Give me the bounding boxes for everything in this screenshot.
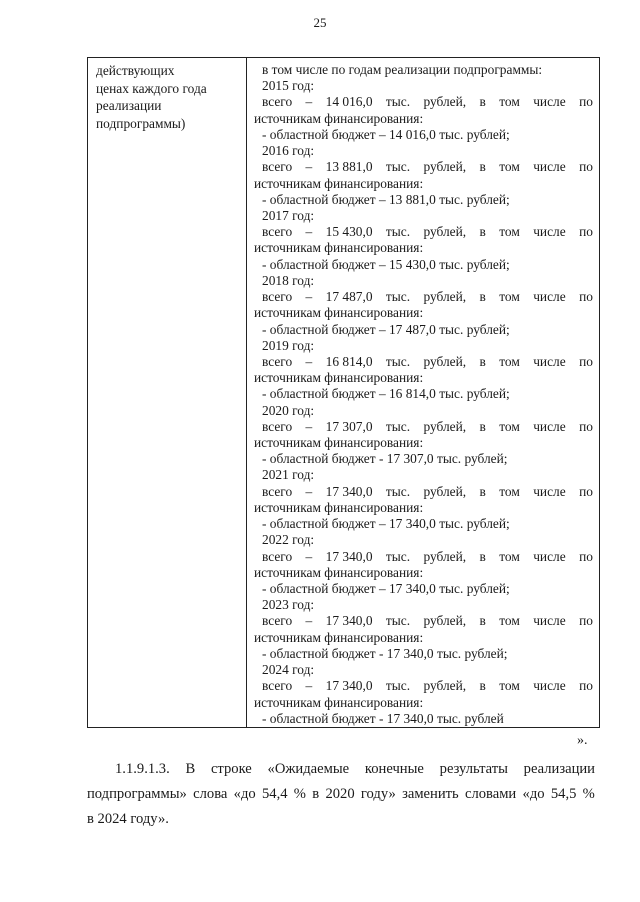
year-heading: 2024 год:: [262, 662, 315, 678]
year-heading: 2019 год:: [262, 337, 315, 353]
total-word: тыс.: [385, 159, 411, 175]
total-word: рублей,: [423, 353, 467, 369]
total-word: тыс.: [385, 353, 411, 369]
total-word: рублей,: [423, 613, 467, 629]
year-total-line: [254, 224, 593, 240]
total-word: –: [305, 548, 313, 564]
paragraph-word: подпрограммы»: [87, 786, 187, 802]
total-word: всего: [262, 483, 293, 499]
total-word: в: [479, 159, 486, 175]
label-line: реализации: [96, 98, 162, 114]
total-word: –: [305, 613, 313, 629]
total-word: в: [479, 224, 486, 240]
year-total-line: [254, 354, 593, 370]
total-word: 13 881,0: [325, 159, 373, 175]
regional-budget-line: - областной бюджет - 17 340,0 тыс. рублей;: [262, 645, 508, 661]
funding-sources-label: источникам финансирования:: [254, 564, 424, 580]
total-word: 15 430,0: [325, 224, 373, 240]
paragraph-word: 2020: [325, 786, 355, 802]
total-word: 17 340,0: [325, 613, 373, 629]
total-word: рублей,: [423, 224, 467, 240]
total-word: 16 814,0: [325, 353, 373, 369]
total-word: 17 340,0: [325, 483, 373, 499]
total-word: рублей,: [423, 94, 467, 110]
label-line: действующих: [96, 63, 175, 78]
year-heading: 2023 год:: [262, 597, 315, 613]
financing-intro: в том числе по годам реализации подпрограммы:: [262, 62, 543, 77]
year-total-line: [254, 289, 593, 305]
financing-table: [87, 57, 600, 728]
total-word: –: [305, 353, 313, 369]
total-word: всего: [262, 94, 293, 110]
funding-sources-label: источникам финансирования:: [254, 370, 424, 386]
paragraph-word: реализации: [523, 761, 595, 777]
total-word: том: [499, 224, 520, 240]
total-word: по: [579, 94, 593, 110]
year-heading: 2020 год:: [262, 402, 315, 418]
total-word: всего: [262, 613, 293, 629]
total-word: –: [305, 678, 313, 694]
total-word: тыс.: [385, 94, 411, 110]
paragraph-word: конечные: [364, 761, 424, 777]
total-word: –: [305, 418, 313, 434]
paragraph-word: 54,5: [550, 786, 577, 802]
total-word: в: [479, 678, 486, 694]
paragraph-word: В: [185, 761, 196, 777]
total-word: по: [579, 548, 593, 564]
regional-budget-line: - областной бюджет – 16 814,0 тыс. рублей;: [262, 386, 510, 402]
year-total-line: [254, 159, 593, 175]
paragraph-word: 1.1.9.1.3.: [115, 761, 170, 777]
paragraph-word: «до: [233, 786, 256, 802]
total-word: том: [499, 613, 520, 629]
regional-budget-line: - областной бюджет – 13 881,0 тыс. рублей;: [262, 191, 510, 207]
paragraph-word: строке: [210, 761, 252, 777]
paragraph-word: %: [293, 786, 306, 802]
total-word: всего: [262, 289, 293, 305]
funding-sources-label: источникам финансирования:: [254, 629, 424, 645]
total-word: том: [499, 94, 520, 110]
total-word: числе: [533, 159, 566, 175]
total-word: по: [579, 678, 593, 694]
total-word: тыс.: [385, 678, 411, 694]
label-line: ценах каждого года: [96, 80, 207, 96]
year-heading: 2017 год:: [262, 207, 315, 223]
regional-budget-line: - областной бюджет – 17 340,0 тыс. рублей;: [262, 516, 510, 532]
label-line: подпрограммы): [96, 115, 186, 131]
total-word: числе: [533, 289, 566, 305]
regional-budget-line: - областной бюджет - 17 340,0 тыс. рублей: [262, 710, 504, 726]
total-word: –: [305, 94, 313, 110]
table-cell-financing: [247, 58, 600, 728]
year-total-line: [254, 613, 593, 629]
total-word: в: [479, 548, 486, 564]
total-word: тыс.: [385, 224, 411, 240]
paragraph-line-3: в 2024 году».: [87, 811, 169, 827]
year-total-line: [254, 549, 593, 565]
total-word: всего: [262, 678, 293, 694]
closing-quote: ».: [577, 733, 588, 748]
financing-years: [254, 78, 593, 727]
total-word: рублей,: [423, 418, 467, 434]
total-word: по: [579, 159, 593, 175]
total-word: числе: [533, 94, 566, 110]
funding-sources-label: источникам финансирования:: [254, 110, 424, 126]
total-word: числе: [533, 483, 566, 499]
total-word: тыс.: [385, 613, 411, 629]
year-heading: 2018 год:: [262, 272, 315, 288]
total-word: –: [305, 289, 313, 305]
year-total-line: [254, 419, 593, 435]
total-word: 17 340,0: [325, 548, 373, 564]
funding-sources-label: источникам финансирования:: [254, 240, 424, 256]
table-cell-label: [88, 58, 247, 728]
year-heading: 2022 год:: [262, 532, 315, 548]
total-word: всего: [262, 159, 293, 175]
total-word: рублей,: [423, 289, 467, 305]
total-word: числе: [533, 224, 566, 240]
total-word: –: [305, 483, 313, 499]
regional-budget-line: - областной бюджет - 17 307,0 тыс. рублей;: [262, 451, 508, 467]
total-word: числе: [533, 418, 566, 434]
paragraph-word: «до: [522, 786, 545, 802]
total-word: числе: [533, 548, 566, 564]
total-word: по: [579, 483, 593, 499]
funding-sources-label: источникам финансирования:: [254, 305, 424, 321]
total-word: числе: [533, 353, 566, 369]
total-word: том: [499, 353, 520, 369]
total-word: всего: [262, 224, 293, 240]
total-word: 17 487,0: [325, 289, 373, 305]
year-heading: 2015 год:: [262, 78, 315, 94]
total-word: по: [579, 418, 593, 434]
funding-sources-label: источникам финансирования:: [254, 435, 424, 451]
total-word: числе: [533, 613, 566, 629]
total-word: тыс.: [385, 548, 411, 564]
total-word: том: [499, 159, 520, 175]
funding-sources-label: источникам финансирования:: [254, 499, 424, 515]
total-word: в: [479, 613, 486, 629]
total-word: 17 307,0: [325, 418, 373, 434]
year-total-line: [254, 94, 593, 110]
total-word: по: [579, 289, 593, 305]
paragraph-line-1: [87, 757, 595, 782]
total-word: –: [305, 159, 313, 175]
funding-sources-label: источникам финансирования:: [254, 175, 424, 191]
total-word: рублей,: [423, 548, 467, 564]
table-row: [88, 58, 600, 728]
total-word: 14 016,0: [325, 94, 373, 110]
paragraph-line-2: [87, 782, 595, 807]
regional-budget-line: - областной бюджет – 15 430,0 тыс. рублей;: [262, 256, 510, 272]
total-word: в: [479, 353, 486, 369]
total-word: всего: [262, 353, 293, 369]
total-word: том: [499, 548, 520, 564]
paragraph-word: заменить: [402, 786, 459, 802]
total-word: в: [479, 94, 486, 110]
paragraph-word: 54,4: [261, 786, 288, 802]
total-word: по: [579, 224, 593, 240]
paragraph-word: результаты: [439, 761, 508, 777]
total-word: в: [479, 418, 486, 434]
total-word: 17 340,0: [325, 678, 373, 694]
regional-budget-line: - областной бюджет – 14 016,0 тыс. рублей;: [262, 126, 510, 142]
total-word: всего: [262, 548, 293, 564]
total-word: тыс.: [385, 418, 411, 434]
paragraph-word: «Ожидаемые: [267, 761, 350, 777]
label-lines: [96, 62, 242, 132]
funding-sources-label: источникам финансирования:: [254, 694, 424, 710]
year-total-line: [254, 484, 593, 500]
year-heading: 2021 год:: [262, 467, 315, 483]
paragraph-word: слова: [193, 786, 228, 802]
total-word: том: [499, 678, 520, 694]
total-word: том: [499, 483, 520, 499]
total-word: рублей,: [423, 678, 467, 694]
page-number: 25: [313, 15, 327, 30]
total-word: –: [305, 224, 313, 240]
year-total-line: [254, 678, 593, 694]
total-word: тыс.: [385, 483, 411, 499]
total-word: том: [499, 418, 520, 434]
total-word: по: [579, 613, 593, 629]
total-word: рублей,: [423, 159, 467, 175]
paragraph-word: году»: [360, 786, 396, 802]
paragraph-word: словами: [464, 786, 517, 802]
regional-budget-line: - областной бюджет – 17 340,0 тыс. рублей;: [262, 581, 510, 596]
total-word: числе: [533, 678, 566, 694]
regional-budget-line: - областной бюджет – 17 487,0 тыс. рублей;: [262, 321, 510, 337]
total-word: в: [479, 289, 486, 305]
total-word: рублей,: [423, 483, 467, 499]
paragraph-word: %: [582, 786, 595, 802]
year-heading: 2016 год:: [262, 143, 315, 159]
total-word: всего: [262, 418, 293, 434]
amendment-paragraph: [87, 757, 595, 832]
total-word: том: [499, 289, 520, 305]
total-word: тыс.: [385, 289, 411, 305]
total-word: по: [579, 353, 593, 369]
total-word: в: [479, 483, 486, 499]
paragraph-word: в: [312, 786, 320, 802]
